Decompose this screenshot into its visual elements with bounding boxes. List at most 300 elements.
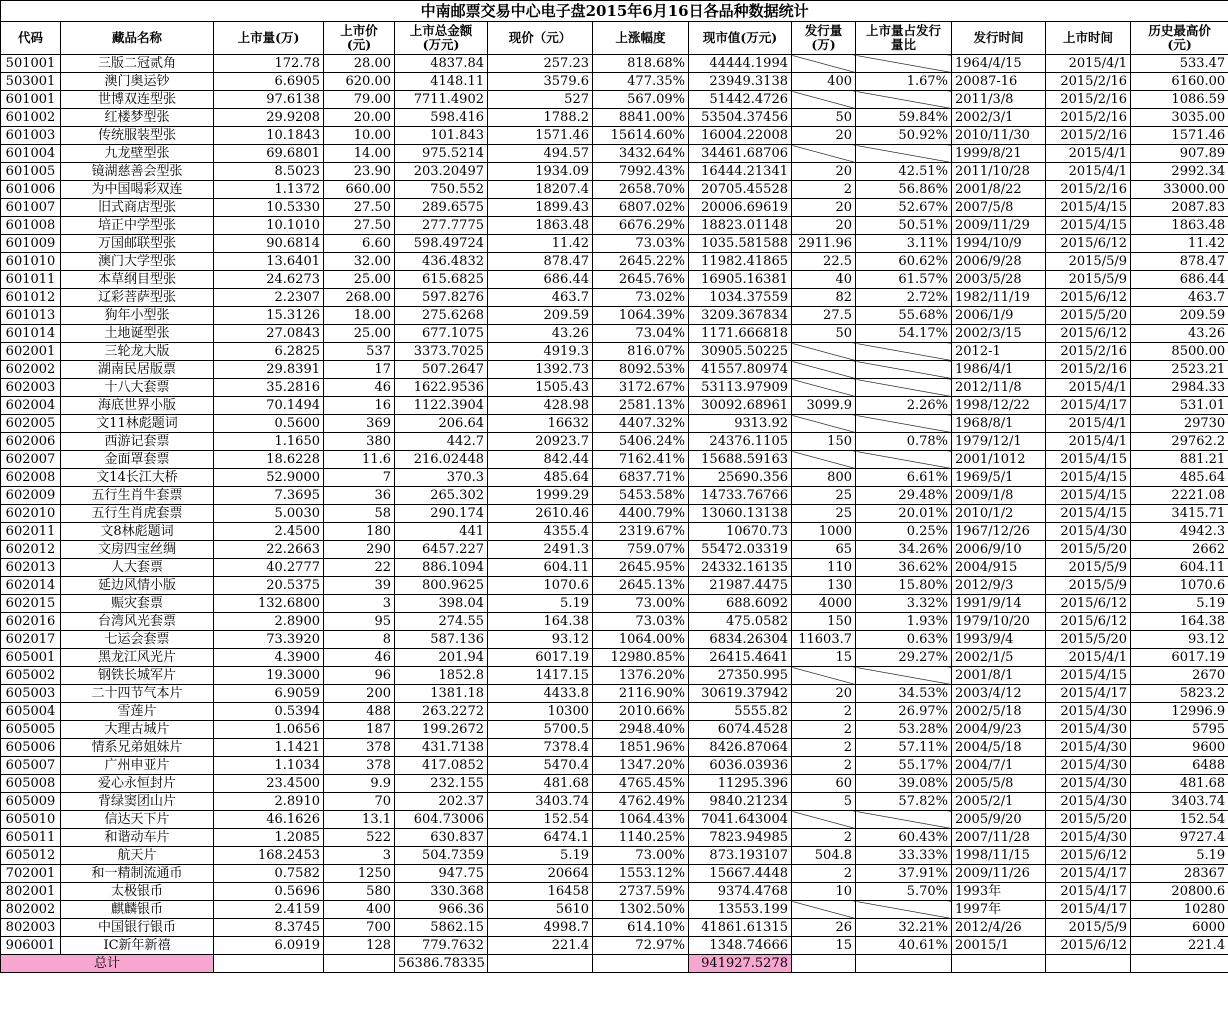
issue-qty-cell: 65 [792,541,856,559]
name-cell: 文14长江大桥 [61,469,214,487]
listed-qty-cell: 10.1010 [214,217,324,235]
listed-amount-cell: 4148.11 [395,73,488,91]
max-price-cell: 686.44 [1131,271,1228,289]
listed-qty-cell: 6.6905 [214,73,324,91]
table-row [1,613,1228,631]
current-price-cell: 152.54 [488,811,593,829]
issue-date-cell: 1967/12/26 [952,523,1046,541]
listed-price-cell: 187 [324,721,395,739]
market-value-cell: 30905.50225 [689,343,792,361]
market-value-cell: 34461.68706 [689,145,792,163]
name-cell: 台湾风光套票 [61,613,214,631]
listed-qty-cell: 5.0030 [214,505,324,523]
current-price-cell: 7378.4 [488,739,593,757]
listed-amount-cell: 630.837 [395,829,488,847]
max-price-cell: 3035.00 [1131,109,1228,127]
current-price-cell: 4355.4 [488,523,593,541]
issue-qty-cell: 504.8 [792,847,856,865]
code-cell: 601010 [1,253,61,271]
current-price-cell: 428.98 [488,397,593,415]
issue-date-cell: 1991/9/14 [952,595,1046,613]
listed-ratio-cell [856,91,952,109]
listed-amount-cell: 975.5214 [395,145,488,163]
name-cell: 人大套票 [61,559,214,577]
listing-date-cell: 2015/4/30 [1046,829,1131,847]
current-price-cell: 11.42 [488,235,593,253]
max-price-cell: 9727.4 [1131,829,1228,847]
listed-amount-cell: 290.174 [395,505,488,523]
market-value-cell: 18823.01148 [689,217,792,235]
gain-cell: 12980.85% [593,649,689,667]
issue-qty-cell: 4000 [792,595,856,613]
listing-date-cell: 2015/5/9 [1046,271,1131,289]
market-value-cell: 21987.4475 [689,577,792,595]
listed-ratio-cell: 42.51% [856,163,952,181]
listed-qty-cell: 2.4159 [214,901,324,919]
issue-qty-cell: 26 [792,919,856,937]
listed-ratio-cell: 2.26% [856,397,952,415]
listed-ratio-cell: 3.32% [856,595,952,613]
max-price-cell: 2992.34 [1131,163,1228,181]
listed-amount-cell: 615.6825 [395,271,488,289]
issue-date-cell: 2011/3/8 [952,91,1046,109]
table-row [1,829,1228,847]
listed-qty-cell: 132.6800 [214,595,324,613]
code-cell: 602008 [1,469,61,487]
code-cell: 601008 [1,217,61,235]
listed-amount-cell: 216.02448 [395,451,488,469]
issue-date-cell: 2009/1/8 [952,487,1046,505]
gain-cell: 567.09% [593,91,689,109]
market-value-cell: 25690.356 [689,469,792,487]
listed-amount-cell: 201.94 [395,649,488,667]
listed-ratio-cell: 33.33% [856,847,952,865]
current-price-cell: 1934.09 [488,163,593,181]
listed-price-cell: 660.00 [324,181,395,199]
listed-price-cell: 3 [324,595,395,613]
table-row [1,577,1228,595]
listed-price-cell: 27.50 [324,217,395,235]
code-cell: 601006 [1,181,61,199]
name-cell: IC新年新禧 [61,937,214,955]
listing-date-cell: 2015/2/16 [1046,181,1131,199]
issue-date-cell: 20015/1 [952,937,1046,955]
listed-qty-cell: 7.3695 [214,487,324,505]
listed-amount-cell: 598.49724 [395,235,488,253]
gain-cell: 73.03% [593,613,689,631]
code-cell: 602005 [1,415,61,433]
listed-qty-cell: 6.9059 [214,685,324,703]
listed-amount-cell: 598.416 [395,109,488,127]
name-cell: 和一精制流通币 [61,865,214,883]
listed-ratio-cell: 2.72% [856,289,952,307]
code-cell: 605007 [1,757,61,775]
issue-qty-cell: 20 [792,199,856,217]
listed-ratio-cell: 37.91% [856,865,952,883]
issue-qty-cell: 2 [792,739,856,757]
current-price-cell: 18207.4 [488,181,593,199]
listed-ratio-cell: 50.51% [856,217,952,235]
max-price-cell: 1863.48 [1131,217,1228,235]
table-row [1,721,1228,739]
table-row [1,307,1228,325]
issue-date-cell: 2012/11/8 [952,379,1046,397]
market-value-cell: 7041.643004 [689,811,792,829]
listing-date-cell: 2015/4/17 [1046,883,1131,901]
issue-qty-cell: 10 [792,883,856,901]
listed-ratio-cell: 56.86% [856,181,952,199]
issue-date-cell: 1986/4/1 [952,361,1046,379]
listed-ratio-cell [856,451,952,469]
max-price-cell: 5795 [1131,721,1228,739]
name-cell: 传统服装型张 [61,127,214,145]
gain-cell: 2319.67% [593,523,689,541]
issue-qty-cell: 20 [792,685,856,703]
table-row [1,883,1228,901]
listed-price-cell: 700 [324,919,395,937]
gain-cell: 1302.50% [593,901,689,919]
issue-qty-cell [792,55,856,73]
table-row [1,793,1228,811]
code-cell: 601012 [1,289,61,307]
listed-qty-cell: 0.7582 [214,865,324,883]
max-price-cell: 28367 [1131,865,1228,883]
listed-price-cell: 580 [324,883,395,901]
issue-qty-cell: 50 [792,109,856,127]
max-price-cell: 6000 [1131,919,1228,937]
max-price-cell: 93.12 [1131,631,1228,649]
listing-date-cell: 2015/6/12 [1046,847,1131,865]
listed-amount-cell: 504.7359 [395,847,488,865]
name-cell: 旧式商店型张 [61,199,214,217]
listed-price-cell: 23.90 [324,163,395,181]
market-value-cell: 15667.4448 [689,865,792,883]
gain-cell: 4400.79% [593,505,689,523]
listed-qty-cell: 4.3900 [214,649,324,667]
issue-qty-cell: 15 [792,649,856,667]
issue-qty-cell: 150 [792,613,856,631]
name-cell: 广州申亚片 [61,757,214,775]
market-value-cell: 6834.26304 [689,631,792,649]
gain-cell: 1064.00% [593,631,689,649]
name-cell: 钢铁长城军片 [61,667,214,685]
issue-qty-cell: 20 [792,127,856,145]
listed-amount-cell: 1622.9536 [395,379,488,397]
listing-date-cell: 2015/6/12 [1046,595,1131,613]
current-price-cell: 5470.4 [488,757,593,775]
header-gain: 上涨幅度 [593,22,689,55]
code-cell: 605011 [1,829,61,847]
current-price-cell: 463.7 [488,289,593,307]
market-value-cell: 51442.4726 [689,91,792,109]
current-price-cell: 481.68 [488,775,593,793]
listed-price-cell: 488 [324,703,395,721]
name-cell: 文房四宝丝绸 [61,541,214,559]
listed-ratio-cell [856,343,952,361]
issue-date-cell: 2005/2/1 [952,793,1046,811]
listing-date-cell: 2015/4/1 [1046,433,1131,451]
total-amount: 56386.78335 [395,955,488,973]
gain-cell: 73.02% [593,289,689,307]
listed-qty-cell: 23.4500 [214,775,324,793]
header-market-value: 现市值(万元) [689,22,792,55]
name-cell: 土地诞型张 [61,325,214,343]
listed-ratio-cell: 29.48% [856,487,952,505]
gain-cell: 73.00% [593,847,689,865]
listed-amount-cell: 779.7632 [395,937,488,955]
listed-qty-cell: 2.8910 [214,793,324,811]
name-cell: 太极银币 [61,883,214,901]
code-cell: 501001 [1,55,61,73]
listing-date-cell: 2015/5/9 [1046,577,1131,595]
table-row [1,253,1228,271]
listed-ratio-cell: 34.26% [856,541,952,559]
gain-cell: 73.04% [593,325,689,343]
table-row [1,631,1228,649]
max-price-cell: 152.54 [1131,811,1228,829]
issue-qty-cell: 2911.96 [792,235,856,253]
listed-ratio-cell [856,55,952,73]
table-row [1,505,1228,523]
code-cell: 602014 [1,577,61,595]
name-cell: 澳门奥运钞 [61,73,214,91]
gain-cell: 73.00% [593,595,689,613]
gain-cell: 2116.90% [593,685,689,703]
listed-qty-cell: 1.1421 [214,739,324,757]
issue-date-cell: 1968/8/1 [952,415,1046,433]
code-cell: 601011 [1,271,61,289]
gain-cell: 1376.20% [593,667,689,685]
name-cell: 和谐动车片 [61,829,214,847]
name-cell: 雪莲片 [61,703,214,721]
current-price-cell: 1899.43 [488,199,593,217]
total-cell-empty [952,955,1046,973]
listed-qty-cell: 27.0843 [214,325,324,343]
listed-ratio-cell: 1.93% [856,613,952,631]
market-value-cell: 475.0582 [689,613,792,631]
name-cell: 辽彩菩萨型张 [61,289,214,307]
listed-price-cell: 7 [324,469,395,487]
listed-ratio-cell [856,811,952,829]
listed-amount-cell: 232.155 [395,775,488,793]
table-row [1,325,1228,343]
table-row [1,847,1228,865]
issue-qty-cell: 2 [792,703,856,721]
market-value-cell: 9374.4768 [689,883,792,901]
total-cell-empty [324,955,395,973]
listing-date-cell: 2015/4/30 [1046,523,1131,541]
issue-date-cell: 2007/11/28 [952,829,1046,847]
issue-qty-cell [792,343,856,361]
listing-date-cell: 2015/2/16 [1046,73,1131,91]
listed-amount-cell: 604.73006 [395,811,488,829]
listed-ratio-cell: 55.17% [856,757,952,775]
listed-amount-cell: 7711.4902 [395,91,488,109]
table-row [1,451,1228,469]
code-cell: 601009 [1,235,61,253]
gain-cell: 72.97% [593,937,689,955]
listed-qty-cell: 18.6228 [214,451,324,469]
issue-qty-cell: 60 [792,775,856,793]
max-price-cell: 10280 [1131,901,1228,919]
gain-cell: 73.03% [593,235,689,253]
code-cell: 602003 [1,379,61,397]
table-row [1,343,1228,361]
listed-amount-cell: 442.7 [395,433,488,451]
issue-qty-cell [792,361,856,379]
market-value-cell: 20006.69619 [689,199,792,217]
listed-amount-cell: 274.55 [395,613,488,631]
listed-price-cell: 96 [324,667,395,685]
market-value-cell: 1171.666818 [689,325,792,343]
header-listed-amount: 上市总金额 (万元) [395,22,488,55]
listed-amount-cell: 431.7138 [395,739,488,757]
total-row [1,955,1228,973]
listed-ratio-cell: 60.43% [856,829,952,847]
listed-amount-cell: 587.136 [395,631,488,649]
listed-qty-cell: 6.2825 [214,343,324,361]
issue-qty-cell [792,145,856,163]
listing-date-cell: 2015/4/17 [1046,901,1131,919]
market-value-cell: 44444.1994 [689,55,792,73]
listed-amount-cell: 441 [395,523,488,541]
listing-date-cell: 2015/4/15 [1046,487,1131,505]
listed-qty-cell: 1.2085 [214,829,324,847]
issue-date-cell: 2009/11/26 [952,865,1046,883]
issue-qty-cell [792,91,856,109]
table-row [1,685,1228,703]
gain-cell: 2645.76% [593,271,689,289]
code-cell: 605003 [1,685,61,703]
table-row [1,469,1228,487]
issue-date-cell: 2001/8/22 [952,181,1046,199]
listed-price-cell: 378 [324,739,395,757]
listed-ratio-cell: 0.25% [856,523,952,541]
listed-ratio-cell: 40.61% [856,937,952,955]
max-price-cell: 11.42 [1131,235,1228,253]
issue-qty-cell [792,379,856,397]
listing-date-cell: 2015/6/12 [1046,937,1131,955]
market-value-cell: 1348.74666 [689,937,792,955]
market-value-cell: 8426.87064 [689,739,792,757]
listed-price-cell: 128 [324,937,395,955]
table-row [1,73,1228,91]
code-cell: 802002 [1,901,61,919]
issue-date-cell: 1997年 [952,901,1046,919]
listed-qty-cell: 2.4500 [214,523,324,541]
listed-price-cell: 36 [324,487,395,505]
max-price-cell: 5823.2 [1131,685,1228,703]
code-cell: 602012 [1,541,61,559]
header-row [1,22,1228,55]
listed-price-cell: 11.6 [324,451,395,469]
market-value-cell: 23949.3138 [689,73,792,91]
listed-qty-cell: 1.1372 [214,181,324,199]
listed-price-cell: 70 [324,793,395,811]
current-price-cell: 4919.3 [488,343,593,361]
listed-ratio-cell: 5.70% [856,883,952,901]
listed-ratio-cell: 61.57% [856,271,952,289]
listing-date-cell: 2015/5/20 [1046,631,1131,649]
issue-qty-cell: 2 [792,829,856,847]
listing-date-cell: 2015/4/30 [1046,757,1131,775]
listed-price-cell: 200 [324,685,395,703]
market-value-cell: 30092.68961 [689,397,792,415]
issue-date-cell: 2005/5/8 [952,775,1046,793]
listing-date-cell: 2015/4/30 [1046,721,1131,739]
issue-qty-cell: 25 [792,487,856,505]
gain-cell: 8841.00% [593,109,689,127]
current-price-cell: 4998.7 [488,919,593,937]
market-value-cell: 53504.37456 [689,109,792,127]
code-cell: 802003 [1,919,61,937]
code-cell: 605002 [1,667,61,685]
listed-qty-cell: 1.1034 [214,757,324,775]
max-price-cell: 164.38 [1131,613,1228,631]
listed-ratio-cell: 0.63% [856,631,952,649]
current-price-cell: 209.59 [488,307,593,325]
gain-cell: 759.07% [593,541,689,559]
listed-price-cell: 58 [324,505,395,523]
max-price-cell: 485.64 [1131,469,1228,487]
table-row [1,271,1228,289]
listed-ratio-cell: 54.17% [856,325,952,343]
max-price-cell: 2221.08 [1131,487,1228,505]
listed-qty-cell: 29.9208 [214,109,324,127]
issue-qty-cell: 20 [792,163,856,181]
issue-date-cell: 2004/9/23 [952,721,1046,739]
issue-date-cell: 2006/9/10 [952,541,1046,559]
code-cell: 503001 [1,73,61,91]
listed-price-cell: 1250 [324,865,395,883]
current-price-cell: 604.11 [488,559,593,577]
listed-amount-cell: 370.3 [395,469,488,487]
total-cell-empty [792,955,856,973]
issue-date-cell: 2002/1/5 [952,649,1046,667]
listed-amount-cell: 199.2672 [395,721,488,739]
code-cell: 601002 [1,109,61,127]
listed-ratio-cell [856,145,952,163]
table-body [1,55,1228,955]
table-row [1,235,1228,253]
listed-price-cell: 14.00 [324,145,395,163]
listed-ratio-cell: 39.08% [856,775,952,793]
listed-ratio-cell: 34.53% [856,685,952,703]
max-price-cell: 2984.33 [1131,379,1228,397]
listed-qty-cell: 40.2777 [214,559,324,577]
issue-qty-cell: 2 [792,757,856,775]
listed-amount-cell: 398.04 [395,595,488,613]
issue-qty-cell: 2 [792,181,856,199]
code-cell: 602007 [1,451,61,469]
table-row [1,163,1228,181]
gain-cell: 3172.67% [593,379,689,397]
header-listed-qty: 上市量(万) [214,22,324,55]
table-row [1,649,1228,667]
table-row [1,559,1228,577]
current-price-cell: 842.44 [488,451,593,469]
table-row [1,703,1228,721]
max-price-cell: 907.89 [1131,145,1228,163]
listed-price-cell: 17 [324,361,395,379]
max-price-cell: 463.7 [1131,289,1228,307]
max-price-cell: 33000.00 [1131,181,1228,199]
code-cell: 602006 [1,433,61,451]
max-price-cell: 4942.3 [1131,523,1228,541]
table-row [1,433,1228,451]
listed-amount-cell: 800.9625 [395,577,488,595]
market-value-cell: 11982.41865 [689,253,792,271]
